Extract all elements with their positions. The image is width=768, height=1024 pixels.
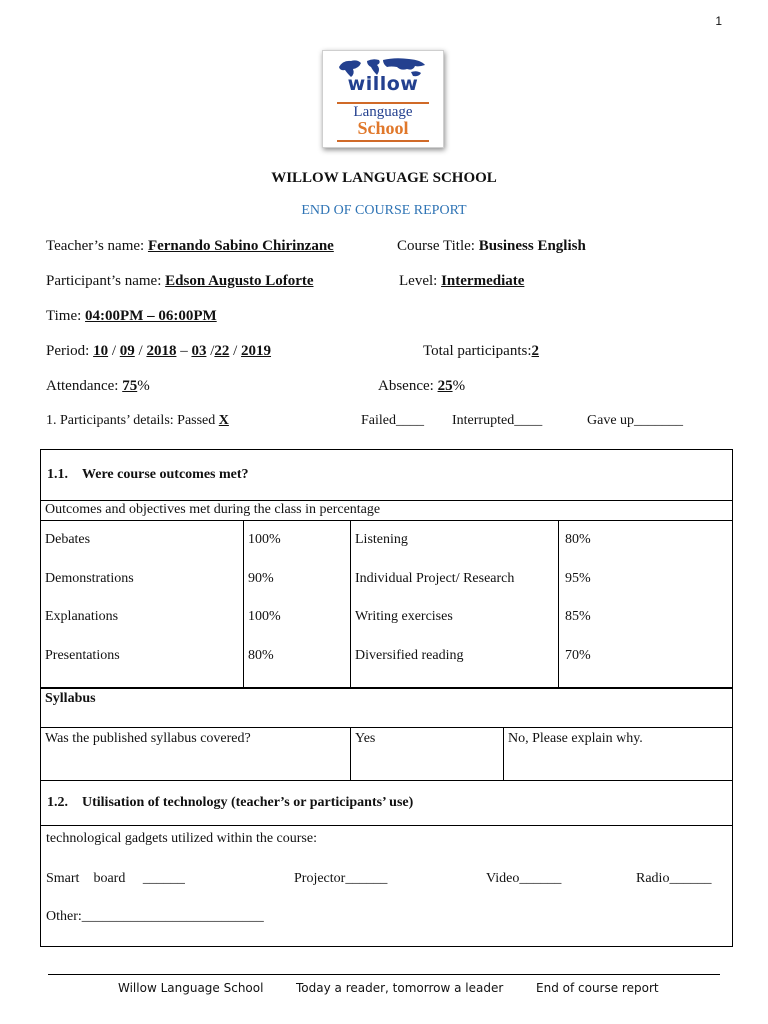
course-field (397, 238, 586, 255)
technology-intro: technological gadgets utilized within the course: (46, 831, 317, 846)
gave-up-option: Gave up_______ (587, 413, 684, 428)
school-logo (322, 50, 444, 148)
total-participants-field (423, 343, 539, 360)
page-number: 1 (715, 14, 722, 28)
logo-word-school: School (357, 118, 409, 138)
interrupted-option: Interrupted____ (452, 413, 543, 428)
technology-heading (41, 781, 733, 826)
outcomes-subheading: Outcomes and objectives met during the class in percentage (41, 501, 733, 521)
failed-option: Failed____ (361, 413, 424, 428)
teacher-label: Teacher’s name: (46, 238, 148, 254)
projector-option[interactable]: Projector______ (294, 871, 388, 886)
smart-board-blank: ______ (142, 871, 185, 886)
other-option[interactable]: Other:__________________________ (46, 909, 264, 924)
level-value: Intermediate (441, 273, 525, 289)
footer-school: Willow Language School (118, 981, 264, 995)
outcomes-right-activities (351, 521, 559, 688)
total-value: 2 (531, 343, 540, 359)
syllabus-no[interactable]: No, Please explain why. (504, 728, 733, 781)
period-start-month: 10 (93, 343, 109, 359)
outcome-percent: 80% (565, 532, 591, 547)
outcome-activity: Listening (355, 532, 408, 547)
school-title: WILLOW LANGUAGE SCHOOL (271, 170, 497, 186)
footer-doc-name: End of course report (536, 981, 659, 995)
syllabus-heading-text: Syllabus (45, 691, 96, 706)
outcome-percent: 85% (565, 609, 591, 625)
passed-mark: X (218, 413, 229, 428)
outcome-percent: 80% (248, 647, 274, 663)
absence-percent-sign: % (452, 378, 466, 394)
period-start-day: 09 (119, 343, 135, 359)
outcome-activity: Diversified reading (355, 647, 464, 663)
attendance-percent-sign: % (137, 378, 150, 394)
smart-board-option[interactable] (46, 871, 185, 887)
period-end-year: 2019 (241, 343, 272, 359)
footer-divider (48, 974, 720, 975)
radio-option[interactable]: Radio______ (636, 871, 712, 886)
syllabus-question: Was the published syllabus covered? (41, 728, 351, 781)
outcomes-heading-text: Were course outcomes met? (82, 467, 249, 482)
outcome-percent: 100% (248, 609, 281, 625)
participants-details (46, 413, 229, 429)
outcome-activity: Presentations (45, 647, 120, 663)
outcomes-table (40, 449, 733, 688)
video-option[interactable]: Video______ (486, 871, 562, 886)
outcomes-right-percentages (559, 521, 733, 688)
level-label: Level: (399, 273, 442, 289)
technology-heading-text: Utilisation of technology (teacher’s or participants’ use) (82, 795, 414, 810)
technology-heading-number: 1.2. (47, 795, 68, 810)
course-value: Business English (478, 238, 586, 254)
participant-field (46, 273, 314, 290)
outcome-activity: Explanations (45, 609, 119, 625)
period-start-year: 2018 (146, 343, 177, 359)
outcome-percent: 100% (248, 532, 281, 547)
syllabus-table (40, 688, 733, 781)
outcomes-heading (41, 450, 733, 501)
technology-body (41, 826, 733, 947)
time-field (46, 308, 217, 325)
absence-value: 25 (437, 378, 453, 394)
outcome-activity: Individual Project/ Research (355, 570, 515, 586)
report-title: END OF COURSE REPORT (301, 203, 467, 218)
outcome-percent: 95% (565, 570, 591, 586)
attendance-field (46, 378, 150, 395)
syllabus-heading (41, 689, 733, 728)
syllabus-yes[interactable]: Yes (351, 728, 504, 781)
period-end-day: 22 (214, 343, 230, 359)
board-label: board (93, 871, 126, 886)
outcome-percent: 70% (565, 647, 591, 663)
attendance-value: 75 (122, 378, 138, 394)
level-field (399, 273, 524, 290)
smart-label: Smart (46, 871, 80, 886)
period-field: Period: 10 / 09 / 2018 – 03 /22 / 2019 (46, 343, 272, 359)
course-label: Course Title: (397, 238, 479, 254)
total-label: Total participants: (423, 343, 532, 359)
outcome-activity: Demonstrations (45, 570, 134, 586)
technology-table (40, 780, 733, 947)
period-end-month: 03 (191, 343, 207, 359)
time-label: Time: (46, 308, 86, 324)
outcome-activity: Debates (45, 532, 91, 547)
participant-value: Edson Augusto Loforte (165, 273, 314, 289)
footer-motto: Today a reader, tomorrow a leader (296, 981, 504, 995)
absence-field (378, 378, 465, 395)
attendance-label: Attendance: (46, 378, 123, 394)
teacher-field (46, 238, 334, 255)
logo-divider-bottom (337, 140, 429, 142)
period-label: Period: (46, 343, 94, 359)
outcomes-left-percentages (244, 521, 351, 688)
logo-word-willow: willow (347, 73, 419, 95)
absence-label: Absence: (378, 378, 438, 394)
participant-label: Participant’s name: (46, 273, 166, 289)
teacher-value: Fernando Sabino Chirinzane (147, 238, 334, 254)
outcomes-heading-number: 1.1. (47, 467, 68, 482)
logo-word-language: Language (353, 104, 413, 120)
outcome-activity: Writing exercises (355, 609, 453, 625)
time-value: 04:00PM – 06:00PM (85, 308, 217, 324)
outcome-percent: 90% (248, 570, 274, 586)
details-label: 1. Participants’ details: Passed (46, 413, 219, 428)
outcomes-left-activities (41, 521, 244, 688)
